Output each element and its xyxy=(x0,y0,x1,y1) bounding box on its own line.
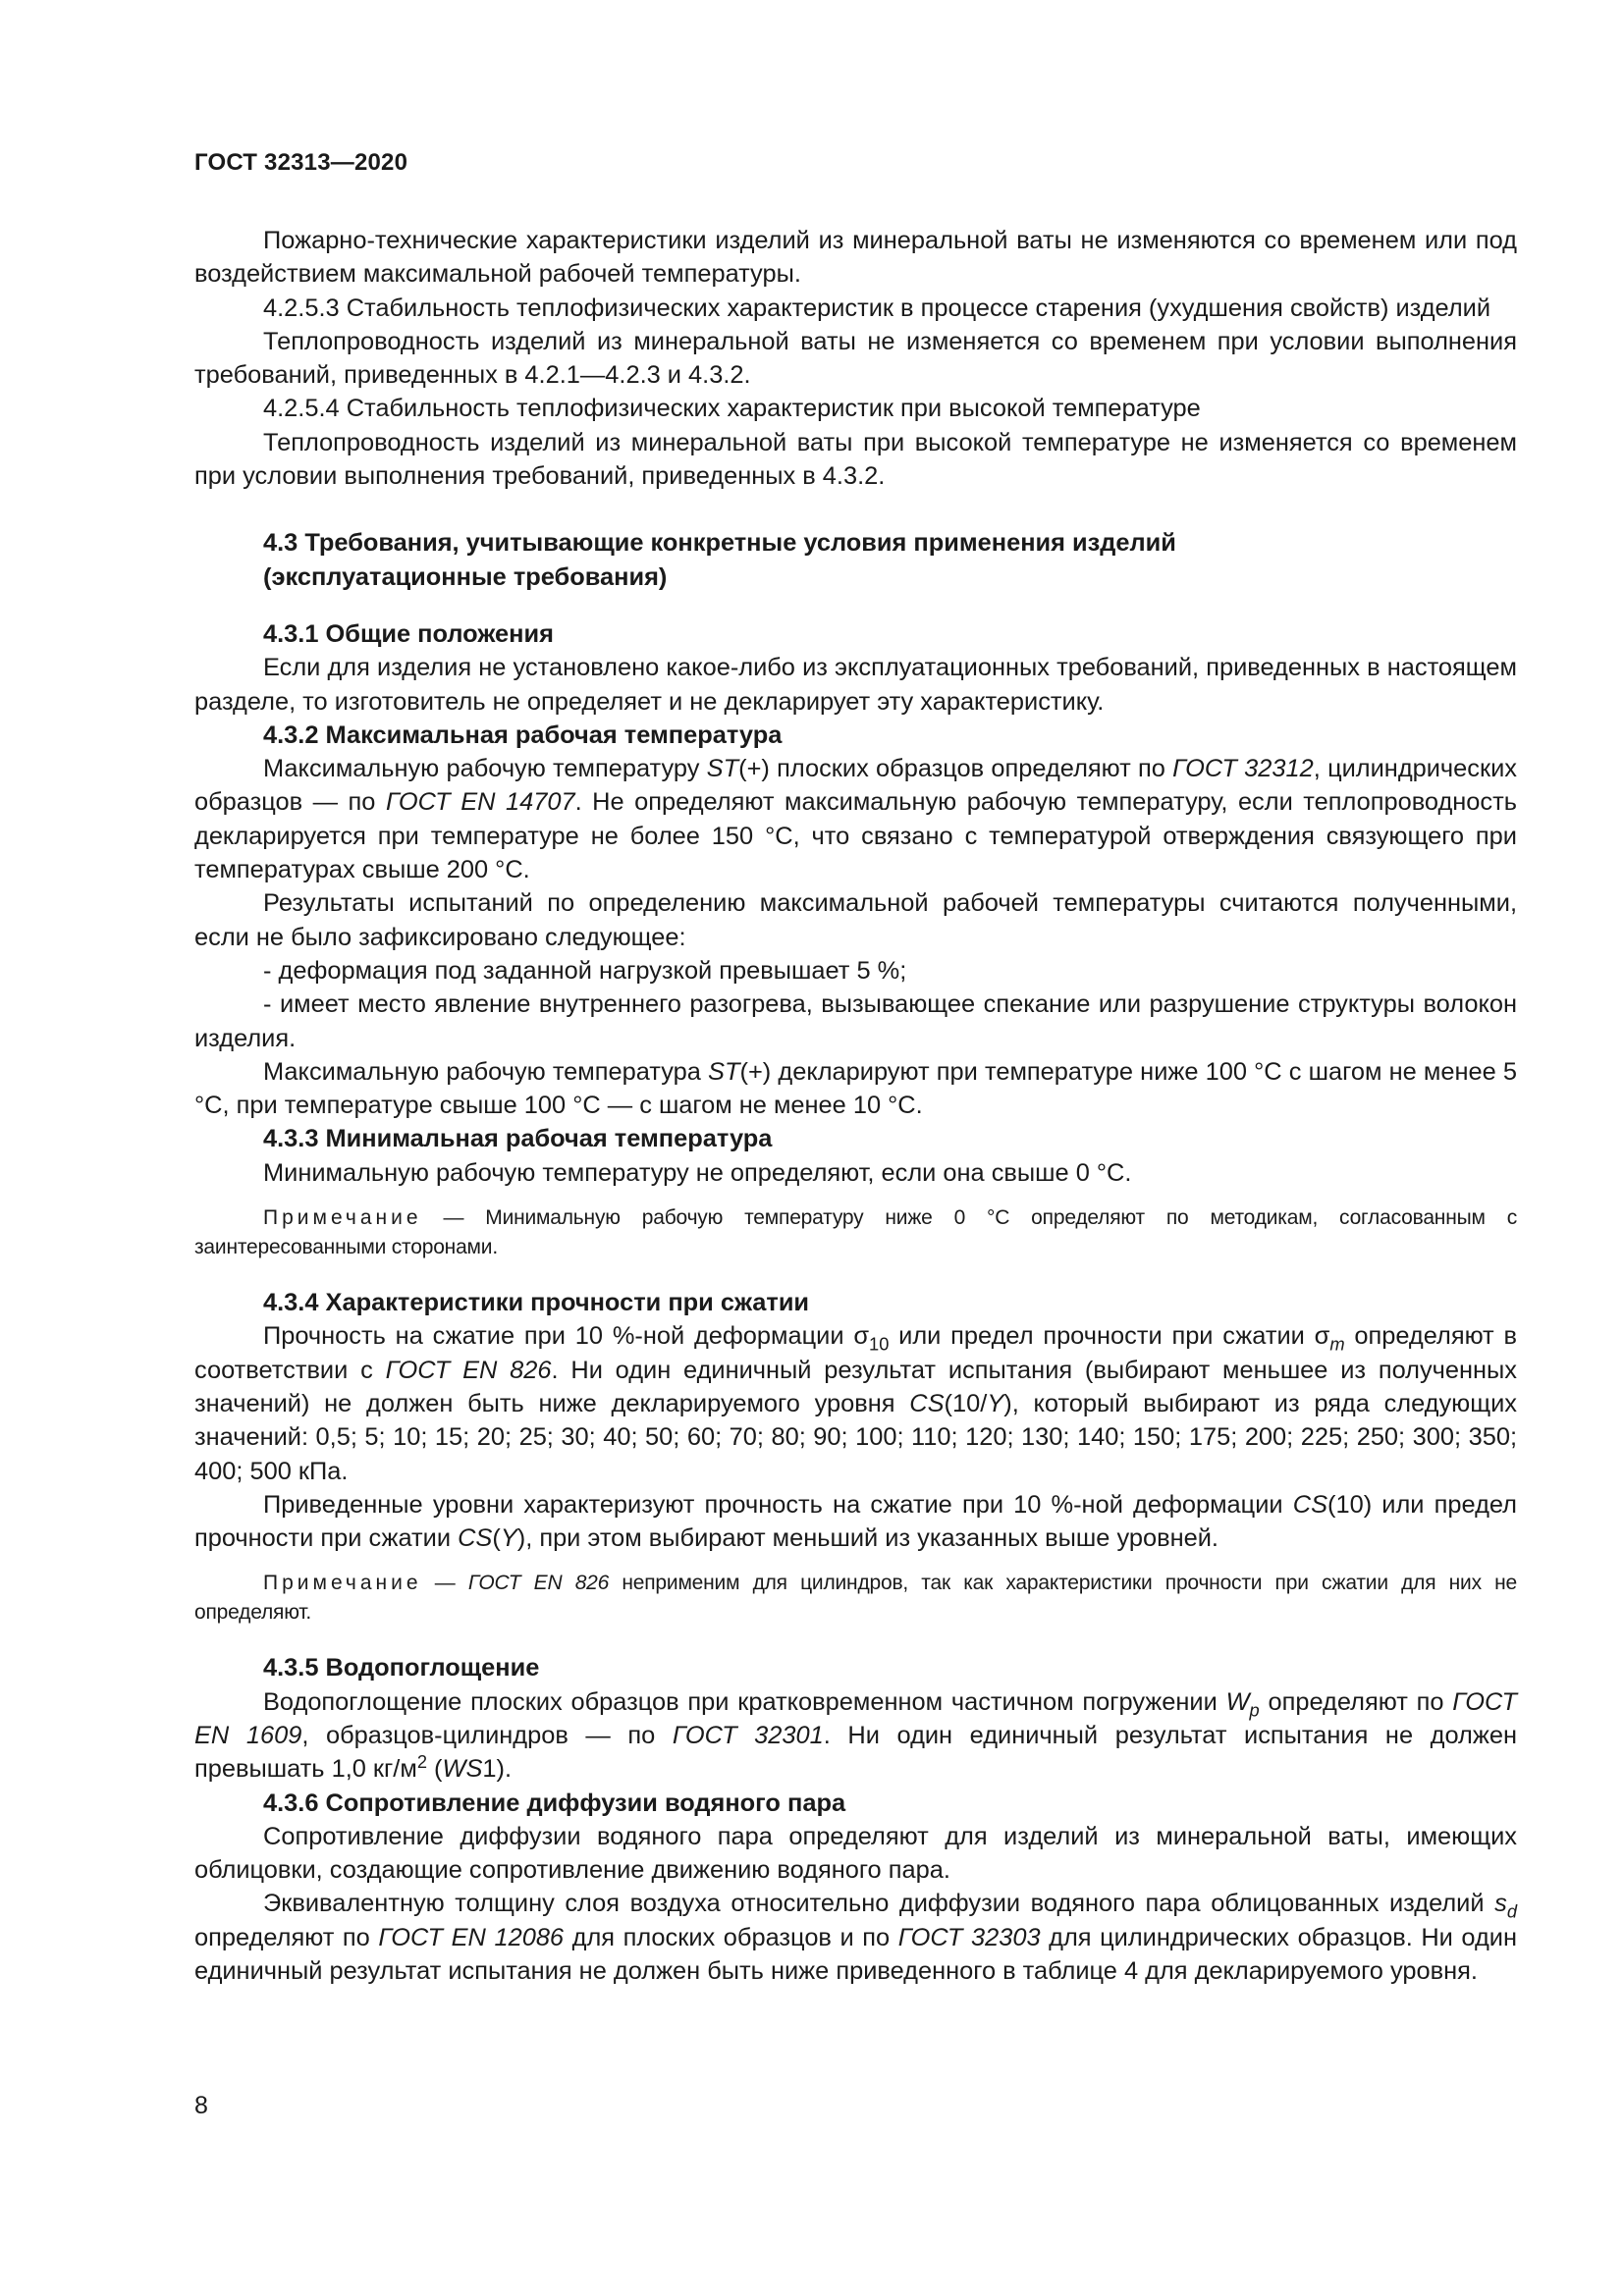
ref-gost-32301: ГОСТ 32301 xyxy=(672,1721,824,1749)
ref-gost-en-12086: ГОСТ EN 12086 xyxy=(378,1923,565,1951)
section-4-3-4-heading: 4.3.4 Характеристики прочности при сжатии xyxy=(263,1289,810,1317)
section-4-3-4-paragraph-1: Прочность на сжатие при 10 %-ной деформации $\sigma_{10}$ или предел прочности при сжатии $\sigma_m$ определяют в соответствии с ГОСТ EN 826. Ни один единичный результат испытания (выбирают меньшее из полученных значений) не должен быть ниже декларируемого уровня CS(10/Y), который выбирают из ряда следующих значений: 0,5; 5; 10; 15; 20; 25; 30; 40; 50; 60; 70; 80; 90; 100; 110; 120; 130; 140; 150; 175; 200; 225; 250; 300; 350; 400; 500 кПа. xyxy=(194,1322,1517,1485)
note-en-826-cylinders: Примечание — ГОСТ EN 826 неприменим для цилиндров, так как характеристики прочности при сжатии для них не определяют. xyxy=(194,1572,1517,1625)
section-4-3-1-heading: 4.3.1 Общие положения xyxy=(263,619,554,648)
document-header: ГОСТ 32313—2020 xyxy=(194,149,408,176)
section-4-3-3-text: Минимальную рабочую температуру не определяют, если она свыше 0 °С. xyxy=(263,1158,1132,1187)
section-4-3-3-heading: 4.3.3 Минимальная рабочая температура xyxy=(263,1125,773,1153)
section-4-3-5-heading: 4.3.5 Водопоглощение xyxy=(263,1654,540,1682)
paragraph-fire-characteristics: Пожарно-технические характеристики изделий из минеральной ваты не изменяются со временем или под воздействием максимальной рабочей температуры. xyxy=(194,227,1517,289)
section-4-3-6-paragraph-2: Эквивалентную толщину слоя воздуха относительно диффузии водяного пара облицованных изделий $s_d$ определяют по ГОСТ EN 12086 для плоских образцов и по ГОСТ 32303 для цилиндрических образцов. Ни один единичный результат испытания не должен быть ниже приведенного в таблице 4 для декларируемого уровня. xyxy=(194,1890,1517,1986)
ref-gost-32312: ГОСТ 32312 xyxy=(1172,755,1314,783)
section-4-3-1-text: Если для изделия не установлено какое-либо из эксплуатационных требований, приведенных в настоящем разделе, то изготовитель не определяет и не декларирует эту характеристику. xyxy=(194,654,1517,716)
ref-gost-en-826: ГОСТ EN 826 xyxy=(385,1356,552,1384)
ref-gost-32303: ГОСТ 32303 xyxy=(897,1923,1041,1951)
list-item-internal-heating: - имеет место явление внутреннего разогрева, вызывающее спекание или разрушение структуры волокон изделия. xyxy=(194,990,1517,1052)
note-label: Примечание xyxy=(263,1206,422,1230)
ref-gost-en-14707: ГОСТ EN 14707 xyxy=(385,788,575,817)
document-body xyxy=(194,224,1517,1988)
section-4-3-2-paragraph-2: Результаты испытаний по определению максимальной рабочей температуры считаются полученными, если не было зафиксировано следующее: xyxy=(194,889,1517,951)
section-4-3-4-paragraph-2: Приведенные уровни характеризуют прочность на сжатие при 10 %-ной деформации CS(10) или предел прочности при сжатии CS(Y), при этом выбирают меньший из указанных выше уровней. xyxy=(194,1490,1517,1553)
section-4-3-heading xyxy=(194,526,1517,594)
clause-4-2-5-4: 4.2.5.4 Стабильность теплофизических характеристик при высокой температуре xyxy=(263,395,1201,423)
section-4-3-heading-line2: (эксплуатационные требования) xyxy=(263,562,668,591)
section-4-3-2-paragraph-3: Максимальную рабочую температура ST(+) декларируют при температуре ниже 100 °С с шагом не менее 5 °С, при температуре свыше 100 °С — с шагом не менее 10 °С. xyxy=(194,1057,1517,1120)
section-4-3-2-paragraph-1: Максимальную рабочую температуру ST(+) плоских образцов определяют по ГОСТ 32312, цилиндрических образцов — по ГОСТ EN 14707. Не определяют максимальную рабочую температуру, если теплопроводность декларируется при температуре не более 150 °С, что связано с температурой отверждения связующего при температурах свыше 200 °С. xyxy=(194,755,1517,884)
note-label: Примечание xyxy=(263,1572,422,1595)
paragraph-conductivity-aging: Теплопроводность изделий из минеральной ваты не изменяется со временем при условии выполнения требований, приведенных в 4.2.1—4.2.3 и 4.3.2. xyxy=(194,327,1517,390)
clause-4-2-5-3: 4.2.5.3 Стабильность теплофизических характеристик в процессе старения (ухудшения свойств) изделий xyxy=(263,294,1491,322)
section-4-3-6-heading: 4.3.6 Сопротивление диффузии водяного пара xyxy=(263,1789,846,1817)
paragraph-conductivity-high-temp: Теплопроводность изделий из минеральной ваты при высокой температуре не изменяется со временем при условии выполнения требований, приведенных в 4.3.2. xyxy=(194,428,1517,491)
ref-gost-en-1609: ГОСТ EN 1609 xyxy=(194,1687,1517,1749)
section-4-3-5-text: Водопоглощение плоских образцов при кратковременном частичном погружении $W_p$ определяют по ГОСТ EN 1609, образцов-цилиндров — по ГОСТ 32301. Ни один единичный результат испытания не должен превышать 1,0 $кг/м^2$ (WS1). xyxy=(194,1687,1517,1784)
section-4-3-heading-line1: 4.3 Требования, учитывающие конкретные условия применения изделий xyxy=(263,529,1176,558)
page-number: 8 xyxy=(194,2092,208,2119)
section-4-3-2-heading: 4.3.2 Максимальная рабочая температура xyxy=(263,721,783,749)
note-min-temperature: Примечание — Минимальную рабочую температуру ниже 0 °С определяют по методикам, согласованным с заинтересованными сторонами. xyxy=(194,1206,1517,1259)
list-item-deformation: - деформация под заданной нагрузкой превышает 5 %; xyxy=(263,956,907,985)
section-4-3-6-paragraph-1: Сопротивление диффузии водяного пара определяют для изделий из минеральной ваты, имеющих облицовки, создающие сопротивление движению водяного пара. xyxy=(194,1822,1517,1885)
